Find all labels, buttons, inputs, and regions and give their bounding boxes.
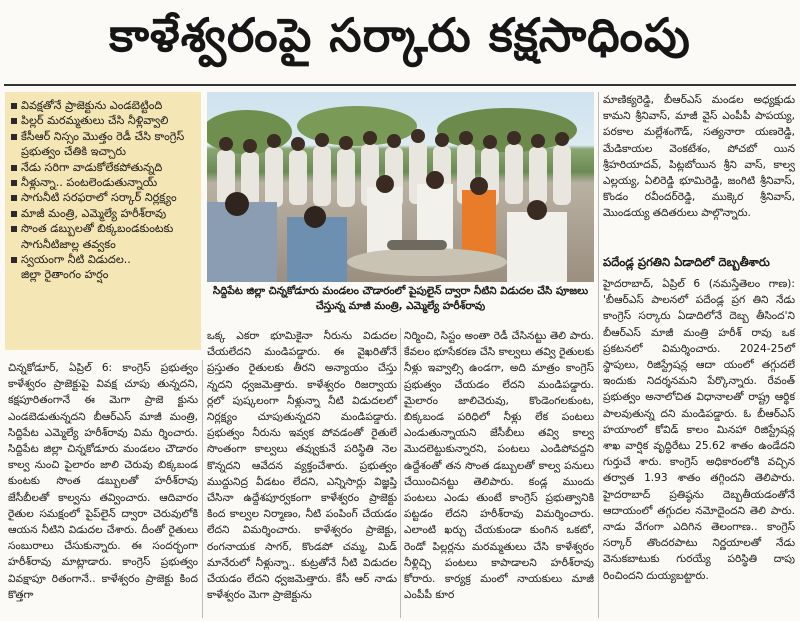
column-divider xyxy=(400,328,401,618)
highlight-item: కేసీఆర్ నిస్సం మొత్తం రెడీ చేసి కాంగ్రెస్ ప్రభుత్వం చేతికి ఇచ్చారు xyxy=(11,129,195,160)
highlight-item: నీళ్లున్నా.. పంటలెండుతున్నాయ్ xyxy=(11,175,195,190)
highlight-item: వివక్షతోనే ప్రాజెక్టును ఎండబెట్టింది xyxy=(11,98,195,113)
highlights-list xyxy=(11,98,195,267)
sidebar-article: హైదరాబాద్, ఏప్రిల్ 6 (నమస్తేతెలం గాణ): 'బీఆర్‌ఎస్ పాలనలో పదేండ్ల ప్రగ తిని నేడు కాంగ్రెస్ సర్కారు ఏడాదిలోనే దెబ్బ తీసింద'ని బీఆర్‌ఎస్ మాజీ మంత్రి హరీశ్ రావు ఒక ప్రకటనలో విమర్శించారు. 2024-25లో స్థాపులు, రిజిస్ట్రేషన్ల ఆదా యంలో తగ్గుదలే ఇందుకు నిదర్శనమని పేర్కొన్నారు. రేవంత్ ప్రభుత్వం అనాలోచిత విధానాలతో రాష్ట్ర ఆర్థిక పాలవుతున్న దని మండిపడ్డారు. ఓ బీఆర్‌ఎస్ హయాంలో కోవిడ్ కాలం మినహా రిజిస్ట్రేషన్ల శాఖ వార్షిక వృద్ధిరేటు 25.62 శాతం ఉండేదని గుర్తుచే శారు. కాంగ్రెస్ అధికారంలోకి వచ్చిన తర్వాత 1.93 శాతం తగ్గిందని తెలిపారు. హైదరాబాద్ ప్రతిష్ఠను దెబ్బతీయడంతోనే ఆదాయంలో తగ్గుదల నమోదైందని తెలి పారు. నాడు వేగంగా ఎదిగిన తెలంగాణ.. కాంగ్రెస్ సర్కార్ తొందరపాటు నిర్ణయాలతో నేడు వెనుకబాటుకు గురయ్యే పరిస్థితి దాపు రించిందని దుయ్యబట్టారు. xyxy=(603,278,795,582)
highlight-item: స్వయంగా నీటి విడుదల.. xyxy=(11,252,195,267)
article-column-2: ఒక్క ఎకరా భూమికైనా నీరును విడుదల చేయలేదని మండిపడ్డారు. ఈ వైఖరితోనే ప్రస్తుతం రైతులకు తీరని అన్యాయం చేస్తు న్నదని ధ్వజమెత్తారు. కాళేశ్వరం రిజర్వాయ ర్లలో పుష్కలంగా నీళ్లున్నా నీటి విడుదలలో నిర్లక్ష్యం చూపుతున్నదని మండిపడ్డారు. ప్రభుత్వం నీరును ఇవ్వక పోవడంతో రైతులే సొంతంగా కాల్వలు తవ్వుకునే పరిస్థితి నెల కొన్నదని ఆవేదన వ్యక్తంచేశారు. ప్రభుత్వం ముద్దునిద్ర వీడటం లేదని, ఎన్నిసార్లు విజ్ఞప్తి చేసినా ఉద్దేశపూర్వకంగా కాళేశ్వరం ప్రాజెక్టు కింద కాల్వల నిర్మాణం, నీటి పంపింగ్ చేయడం లేదని విమర్శించారు. కాళేశ్వరం ప్రాజెక్టు, రంగనాయక సాగర్, కొండపో చమ్మ, మిడ్ మానేరులో నీళ్లున్నా.. కుట్రతోనే నీటి విడుదల చేయడం లేదని ధ్వజమెత్తారు. కేసీ ఆర్ నాడు కాళేశ్వరం మెగా ప్రాజెక్టును xyxy=(207,330,397,602)
highlight-item: పిల్లర్ మరమ్మతులు చేసి నీళ్లివ్వాలి xyxy=(11,113,195,128)
sidebar-subheadline: పదేండ్ల ప్రగతిని ఏడాదిలో దెబ్బతీశారు xyxy=(603,255,770,269)
highlight-item: నేడు సరిగా వాడుకోలేకపోతున్నది xyxy=(11,160,195,175)
highlight-tail: జిల్లా రైతాంగం హర్షం xyxy=(21,268,109,282)
crowd-illustration xyxy=(207,92,594,282)
highlight-item: సాగునీటి సరఫరాలో సర్కార్ నిర్లక్ష్యం xyxy=(11,190,195,205)
headline-rule xyxy=(4,84,796,86)
column-divider xyxy=(202,360,203,618)
column-divider xyxy=(598,92,599,618)
highlight-item: మాజీ మంత్రి, ఎమ్మెల్యే హరీశ్‌రావు xyxy=(11,206,195,221)
article-column-1: చిన్నకోడూర్, ఏప్రిల్ 6: కాంగ్రెస్ ప్రభుత్వం కాళేశ్వరం ప్రాజెక్టుపై వివక్ష చూపు తున్నదని, కక్షపూరితంగానే ఈ మెగా ప్రాజె క్టును ఎండబెడుతున్నదని బీఆర్‌ఎస్ మాజీ మంత్రి, సిద్దిపేట ఎమ్మెల్యే హరీశ్‌రావు విమ ర్శించారు. సిద్దిపేట జిల్లా చిన్నకోడూరు మండలం చౌడారం కాల్వ నుంచి పైలారం జాలి చెరువు బిక్కబండ కుంటకు సొంత డబ్బులతో హరీశ్‌రావు జేసీబీలతో కాల్వను తవ్వించారు. ఆదివారం రైతుల సమక్షంలో పైప్‌లైన్ ద్వారా చెరువులోకి ఆయన నీటిని విడుదల చేశారు. దీంతో రైతులు సంబురాలు చేసుకున్నారు. ఈ సందర్భంగా హరీశ్‌రావు మాట్లాడారు. కాంగ్రెస్ ప్రభుత్వం వివక్షాపూ రితంగానే.. కాళేశ్వరం ప్రాజెక్టు కింద కొత్తగా xyxy=(8,362,198,601)
highlight-item: సొంత డబ్బులతో బిక్కబండకుంటకు సాగునీటిజాల్ల తవ్వకం xyxy=(11,221,195,252)
photo-caption: సిద్దిపేట జిల్లా చిన్నకోడూరు మండలం చౌడారంలో పైపులైన్ ద్వారా నీటిని విడుదల చేసి పూజలు చేస్తున్న మాజీ మంత్రి, ఎమ్మెల్యే హరీశ్‌రావు xyxy=(212,285,589,312)
headline: కాళేశ్వరంపై సర్కారు కక్షసాధింపు xyxy=(109,8,691,62)
article-column-3: నిర్మించి, సిస్టం అంతా రెడీ చేసినట్టు తెలి పారు. కేవలం భూసేకరణ చేసి కాల్వలు తవ్వి రైతులకు నీళ్లు ఇవ్వాల్సి ఉండగా, అది మాత్రం కాంగ్రెస్ ప్రభుత్వం చేయడం లేదని మండిపడ్డారు. మైలారం జాలిచెరువు, కొండెంగలకుంట, బిక్కబండ పరిధిలో నీళ్లు లేక పంటలు ఎండుతున్నాయని జేసీబీలు తవ్వి కాల్వ మొదలెట్టుకున్నారని, పంటలు ఎండిపోవద్దని ఉద్దేశంతో తన సొంత డబ్బులతో కాల్వ పనులు చేయించినట్టు తెలిపారు. కండ్ల ముందు పంటలు ఎండు తుంటే కాంగ్రెస్ ప్రభుత్వానికి పట్టడం లేదని హరీశ్‌రావు విమర్శించారు. ఎలాంటి ఖర్చు చేయకుండా కుంగిన ఒకటో, రెండో పిల్లర్లను మరమ్మతులు చేసి కాళేశ్వరం నీళ్లిచ్చి పంటలు కాపాడాలని హరీశ్‌రావు కోరారు. కార్యక్ర మంలో నాయకులు మాజీ ఎంపీపీ కూర xyxy=(404,330,594,602)
highlights-box xyxy=(5,92,201,350)
news-photo xyxy=(207,92,594,282)
article-column-4: మాణిక్యరెడ్డి, బీఆర్‌ఎస్ మండల అధ్యక్షుడు కామని శ్రీనివాస్, మాజీ వైస్ ఎంపీపీ పాపయ్య, పరకాల మల్లేశంగౌడ్, సత్యనారా యణరెడ్డి, మేడికాయల వెంకటేశం, పోచబో యిన శ్రీహరియాదవ్, పిట్లబోయిన శ్రీని వాస్, కాల్వ ఎల్లయ్య, ఏలిరెడ్డి భూమిరెడ్డి, జంగిటి శ్రీనివాస్, కొండం రవీందర్‌రెడ్డి, ముక్కెర శ్రీనివాస్, మొండయ్య తదితరులు పాల్గొన్నారు. xyxy=(603,94,795,220)
